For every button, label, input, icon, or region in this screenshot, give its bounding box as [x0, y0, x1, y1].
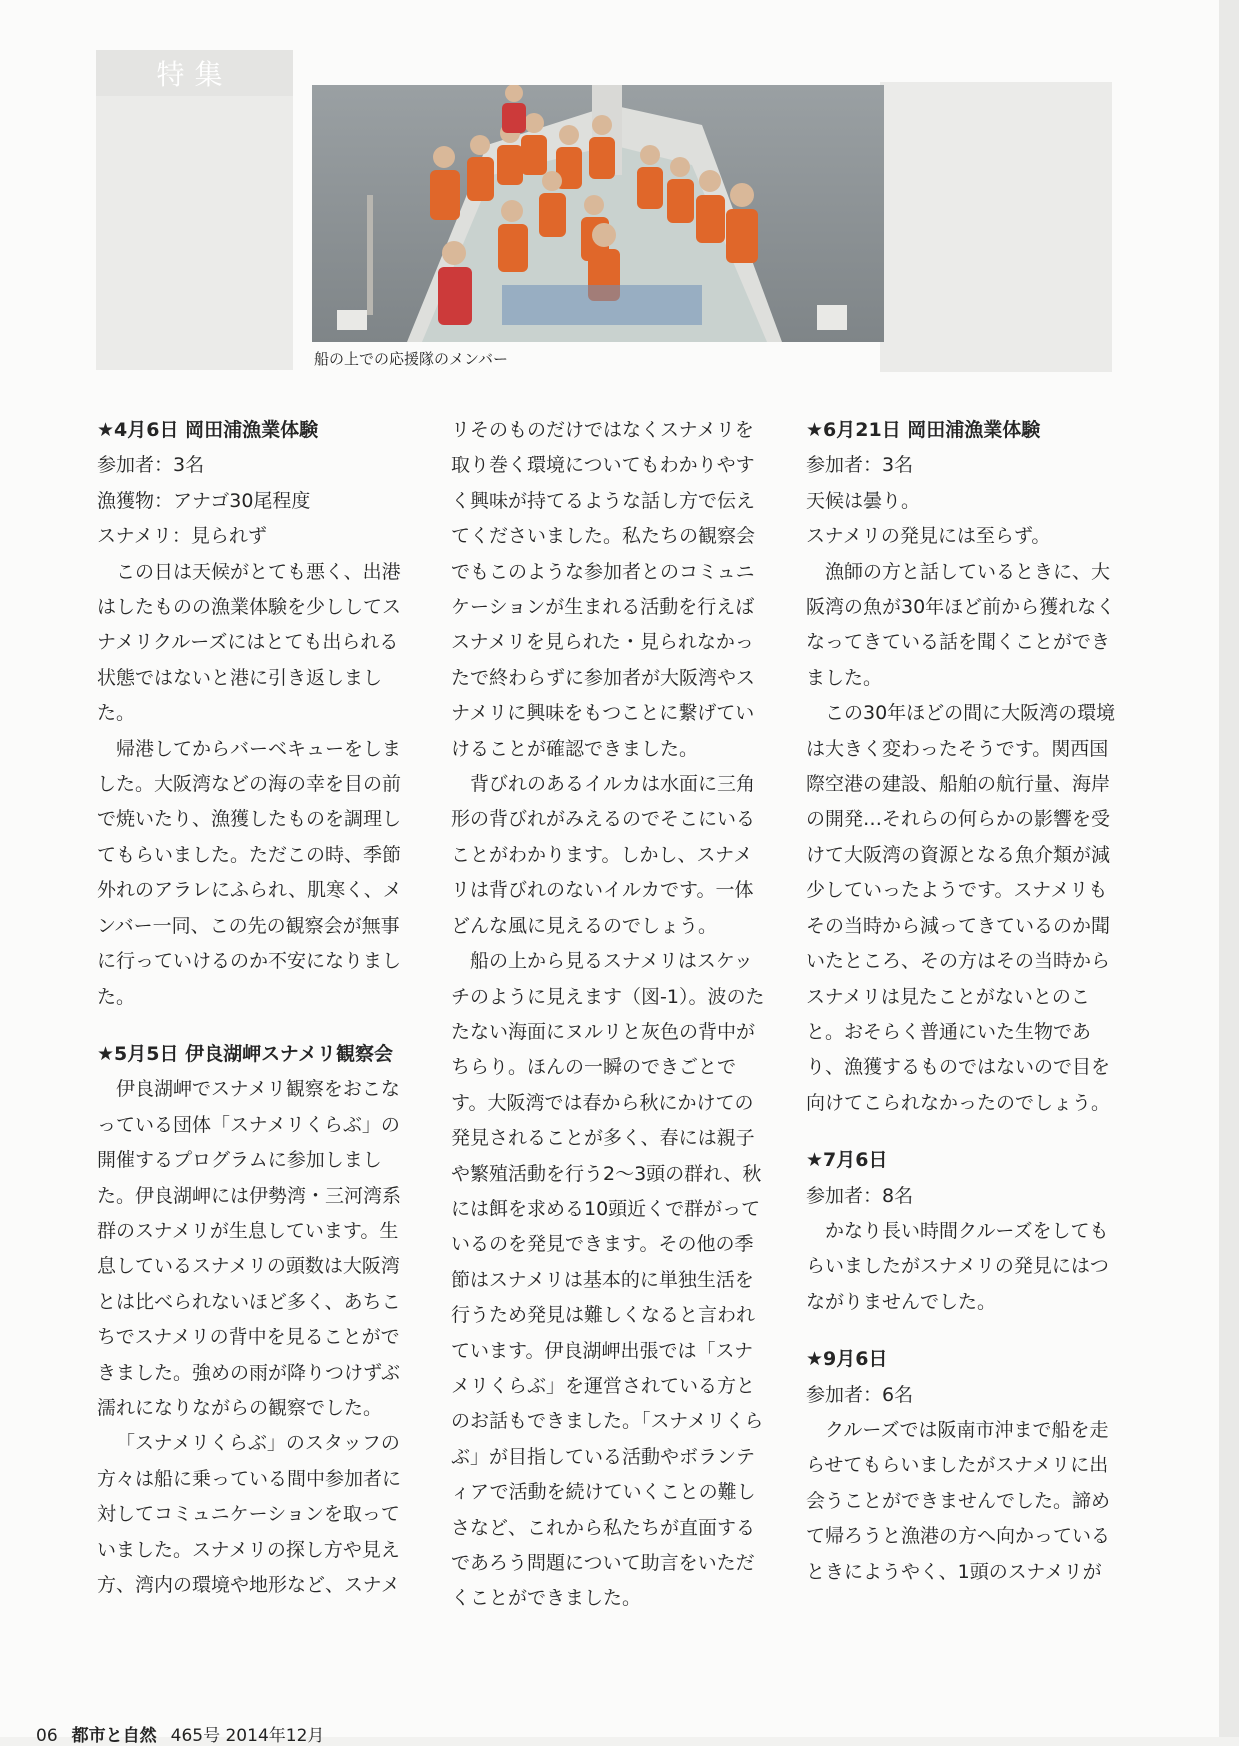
paragraph: 漁師の方と話しているときに、大阪湾の魚が30年ほど前から獲れなくなってきている話を聞くことができました。: [806, 560, 1116, 689]
section-heading: ★5月5日 伊良湖岬スナメリ観察会: [97, 1042, 393, 1065]
paragraph: クルーズでは阪南市沖まで船を走らせてもらいましたがスナメリに出会うことができませんでした。諦めて帰ろうと漁港の方へ向かっているときにようやく、1頭のスナメリが: [806, 1418, 1111, 1583]
section-heading: ★7月6日: [806, 1149, 888, 1172]
page-edge: [1219, 0, 1239, 1737]
section-tab: 特集: [96, 50, 293, 96]
text-column-3: [806, 413, 1126, 1590]
paragraph: 「スナメリくらぶ」のスタッフの方々は船に乗っている間中参加者に対してコミュニケーションを取っていました。スナメリの探し方や見え方、湾内の環境や地形など、スナメ: [97, 1432, 402, 1596]
paragraph: 伊良湖岬でスナメリ観察をおこなっている団体「スナメリくらぶ」の開催するプログラムに参加しました。伊良湖岬には伊勢湾・三河湾系群のスナメリが生息しています。生息しているスナメリの頭数は大阪湾とは比べられないほど多く、あちこちでスナメリの背中を見ることができました。強めの雨が降りつけずぶ濡れになりながらの観察でした。: [97, 1078, 402, 1419]
photo-caption: 船の上での応援隊のメンバー: [314, 350, 508, 368]
paragraph: この30年ほどの間に大阪湾の環境は大きく変わったそうです。関西国際空港の建設、船舶の航行量、海岸の開発…それらの何らかの影響を受けて大阪湾の資源となる魚介類が減少していったようです。スナメリもその当時から減ってきているのか聞いたところ、その方はその当時からスナメリは見たことがないとのこと。おそらく普通にいた生物であり、漁獲するものではないので目を向けてこられなかったのでしょう。: [806, 702, 1116, 1114]
page-footer: [36, 1721, 324, 1746]
participants: 参加者：3名: [806, 454, 914, 477]
paragraph: この日は天候がとても悪く、出港はしたものの漁業体験を少ししてスナメリクルーズにはとても出られる状態ではないと港に引き返しました。: [97, 560, 402, 725]
section-heading: ★9月6日: [806, 1348, 888, 1371]
section-heading: ★6月21日 岡田浦漁業体験: [806, 419, 1041, 441]
bleed-through-panel-left: [96, 50, 293, 370]
participants: 参加者：6名: [806, 1383, 914, 1406]
paragraph: 背びれのあるイルカは水面に三角形の背びれがみえるのでそこにいることがわかります。しかし、スナメリは背びれのないイルカです。一体どんな風に見えるのでしょう。: [451, 773, 756, 937]
magazine-title: 都市と自然: [71, 1726, 157, 1746]
issue-info: 465号 2014年12月: [170, 1726, 325, 1746]
weather: 天候は曇り。: [806, 489, 921, 512]
participants: 参加者：8名: [806, 1184, 914, 1207]
page-number: 06: [36, 1726, 58, 1746]
participants: 参加者：3名: [97, 454, 205, 477]
paragraph: 船の上から見るスナメリはスケッチのように見えます（図-1）。波のたたない海面にヌルリと灰色の背中がちらり。ほんの一瞬のできごとです。大阪湾では春から秋にかけての発見されることが多く、春には親子や繁殖活動を行う2〜3頭の群れ、秋には餌を求める10頭近くで群がっているのを発見できます。その他の季節はスナメリは基本的に単独生活を行うため発見は難しくなると言われています。伊良湖岬出張では「スナメリくらぶ」を運営されている方とのお話もできました。「スナメリくらぶ」が目指している活動やボランティアで活動を続けていくことの難しさなど、これから私たちが直面するであろう問題について助言をいただくことができました。: [451, 950, 765, 1610]
group-photo: [312, 85, 884, 342]
paragraph: かなり長い時間クルーズをしてもらいましたがスナメリの発見にはつながりませんでした。: [806, 1219, 1109, 1313]
catch: 漁獲物：アナゴ30尾程度: [97, 489, 311, 512]
boat-crew-illustration: [312, 85, 884, 342]
text-column-2: [451, 413, 771, 1617]
finless-porpoise-result: スナメリの発見には至らず。: [806, 525, 1051, 548]
paragraph: 帰港してからバーベキューをしました。大阪湾などの海の幸を目の前で焼いたり、漁獲したものを調理してもらいました。ただこの時、季節外れのアラレにふられ、肌寒く、メンバー一同、この先の観察会が無事に行っていけるのか不安になりました。: [97, 737, 402, 1008]
text-column-1: [97, 413, 417, 1603]
section-heading: ★4月6日 岡田浦漁業体験: [97, 419, 319, 441]
bleed-through-panel-right: [880, 82, 1112, 372]
paragraph: リそのものだけではなくスナメリを取り巻く環境についてもわかりやすく興味が持てるような話し方で伝えてくださいました。私たちの観察会でもこのような参加者とのコミュニケーションが生まれる活動を行えばスナメリを見られた・見られなかったで終わらずに参加者が大阪湾やスナメリに興味をもつことに繋げていけることが確認できました。: [451, 419, 756, 760]
finless-porpoise-result: スナメリ：見られず: [97, 525, 267, 548]
